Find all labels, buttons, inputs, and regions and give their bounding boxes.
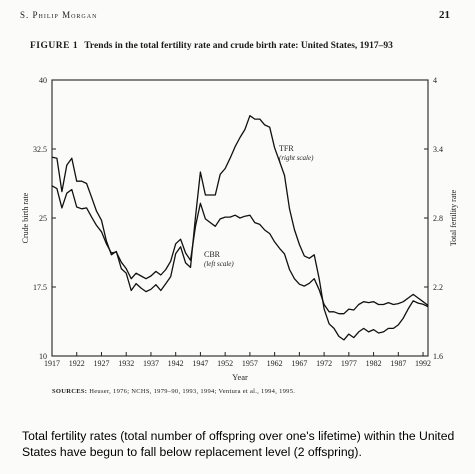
figure-sources xyxy=(52,388,452,395)
y-right-tick-label: 4 xyxy=(433,76,437,85)
image-caption: Total fertility rates (total number of offspring over one's lifetime) within the United States have begun to fall below replacement level (2 offspring). xyxy=(22,429,455,459)
x-tick-label: 1972 xyxy=(316,359,333,368)
y-left-tick-label: 40 xyxy=(39,76,47,85)
x-tick-label: 1962 xyxy=(266,359,283,368)
y-right-tick-label: 2.2 xyxy=(433,283,443,292)
author-name: S. Philip Morgan xyxy=(20,10,98,20)
x-tick-label: 1942 xyxy=(167,359,184,368)
x-tick-label: 1982 xyxy=(365,359,382,368)
y-right-axis-title: Total fertility rate xyxy=(449,189,458,247)
x-tick-label: 1987 xyxy=(390,359,407,368)
x-tick-label: 1932 xyxy=(118,359,135,368)
annotation-cbr-scale: (left scale) xyxy=(204,260,234,268)
annotation-cbr: CBR xyxy=(204,250,221,259)
y-left-tick-label: 32.5 xyxy=(33,145,47,154)
figure-title-text: Trends in the total fertility rate and crude birth rate: United States, 1917–93 xyxy=(84,41,393,51)
sources-text: Heuser, 1976; NCHS, 1979–90, 1993, 1994; Ventura et al., 1994, 1995. xyxy=(89,388,296,395)
annotation-tfr-scale: (right scale) xyxy=(279,154,314,162)
x-tick-label: 1952 xyxy=(217,359,234,368)
annotation-tfr: TFR xyxy=(279,144,294,153)
y-right-tick-label: 3.4 xyxy=(433,145,443,154)
x-tick-label: 1922 xyxy=(68,359,85,368)
x-tick-label: 1937 xyxy=(142,359,159,368)
x-tick-label: 1917 xyxy=(44,359,60,368)
x-tick-label: 1977 xyxy=(340,359,357,368)
x-tick-label: 1957 xyxy=(241,359,258,368)
y-right-tick-label: 2.8 xyxy=(433,214,443,223)
figure-label: FIGURE 1 xyxy=(30,41,79,51)
series-line-tfr xyxy=(52,116,428,340)
x-tick-label: 1927 xyxy=(93,359,110,368)
y-left-tick-label: 17.5 xyxy=(33,283,47,292)
x-tick-label: 1947 xyxy=(192,359,209,368)
x-tick-label: 1992 xyxy=(415,359,432,368)
y-left-tick-label: 10 xyxy=(39,352,47,361)
x-tick-label: 1967 xyxy=(291,359,308,368)
y-left-axis-title: Crude birth rate xyxy=(21,192,30,244)
page-number: 21 xyxy=(439,9,450,21)
sources-label: SOURCES: xyxy=(52,388,88,395)
x-axis-title: Year xyxy=(232,372,248,382)
series-line-cbr xyxy=(52,186,428,314)
y-left-tick-label: 25 xyxy=(39,214,47,223)
y-right-tick-label: 1.6 xyxy=(433,352,443,361)
